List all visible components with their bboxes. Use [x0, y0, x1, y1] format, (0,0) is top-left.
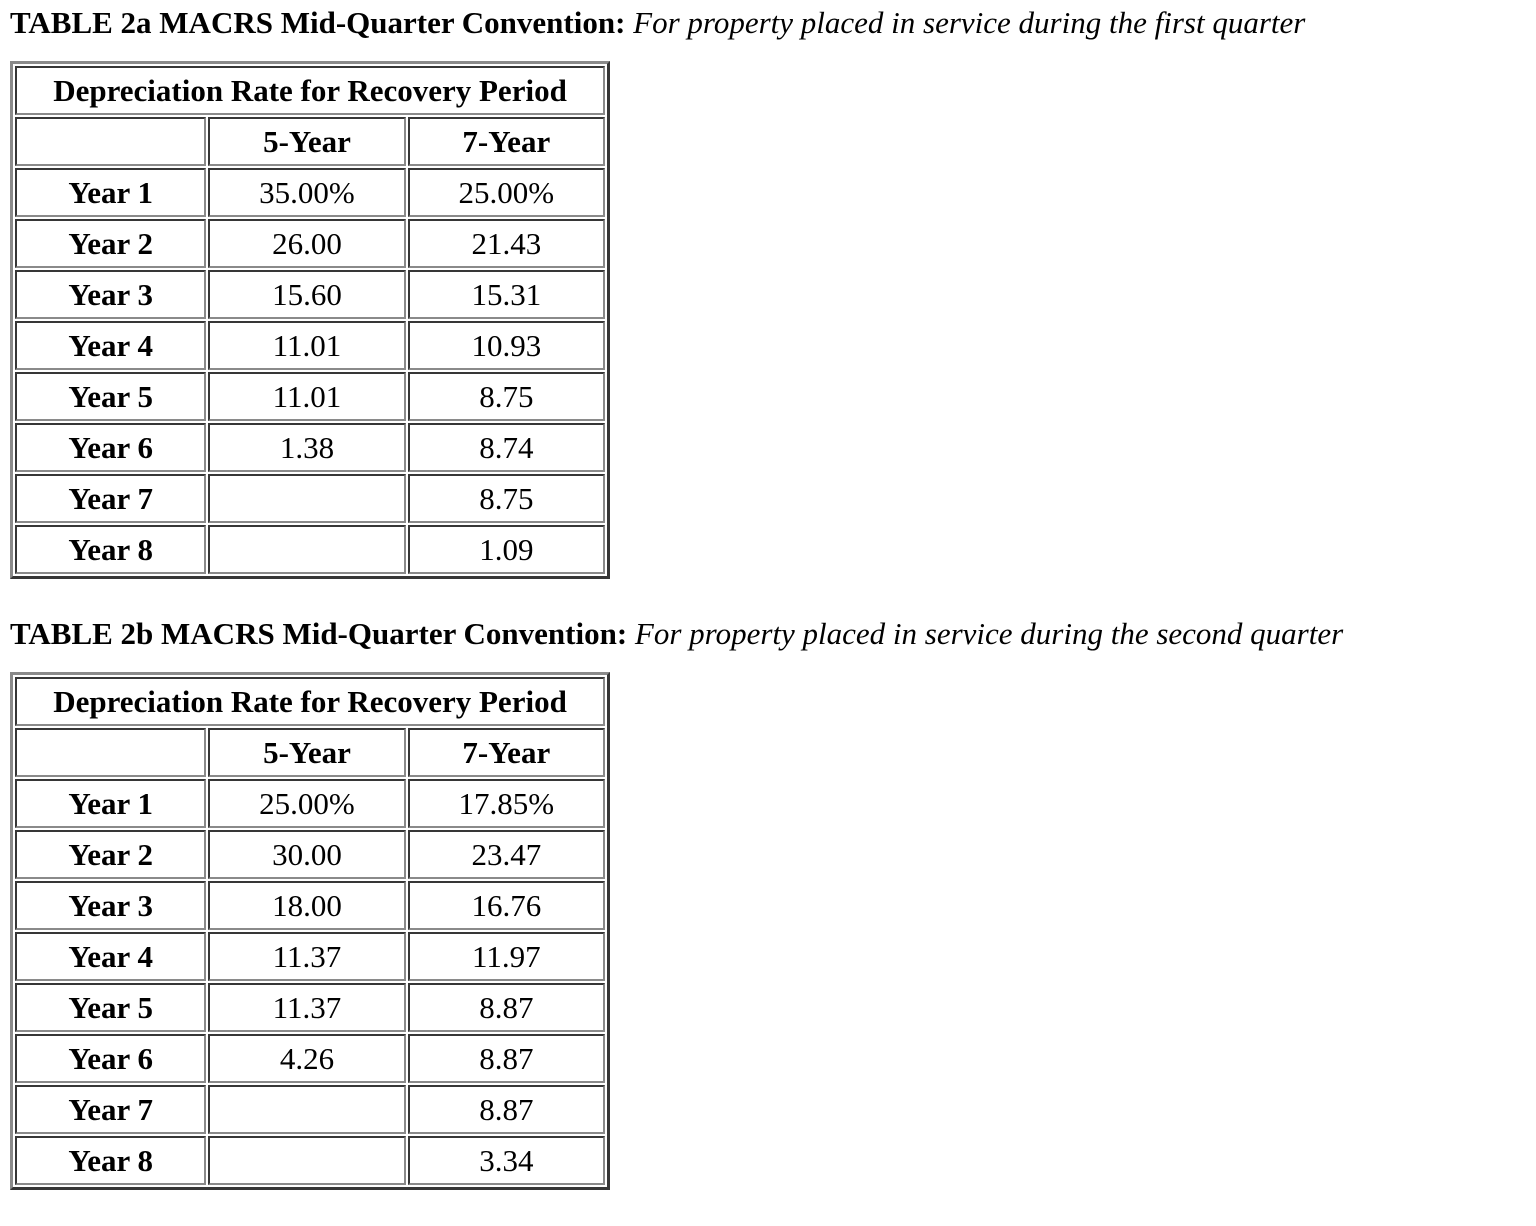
table-2a-title-row [15, 66, 605, 115]
table-2a-corner-cell [15, 117, 206, 166]
rate-5-year: 18.00 [208, 881, 405, 930]
rate-7-year: 11.97 [408, 932, 605, 981]
row-label: Year 1 [15, 779, 206, 828]
table-2b-caption-title: TABLE 2b MACRS Mid-Quarter Convention: [10, 616, 628, 651]
rate-7-year: 16.76 [408, 881, 605, 930]
table-row [15, 1085, 605, 1134]
rate-7-year: 23.47 [408, 830, 605, 879]
table-2b-title-row [15, 677, 605, 726]
rate-7-year: 8.74 [408, 423, 605, 472]
table-2a-header-5-year: 5-Year [208, 117, 405, 166]
row-label: Year 5 [15, 983, 206, 1032]
table-row [15, 983, 605, 1032]
rate-5-year: 25.00% [208, 779, 405, 828]
rate-7-year: 3.34 [408, 1136, 605, 1185]
rate-7-year: 1.09 [408, 525, 605, 574]
rate-7-year: 8.75 [408, 474, 605, 523]
rate-5-year [208, 1085, 405, 1134]
table-2b-header-7-year: 7-Year [408, 728, 605, 777]
table-2a-caption-description: For property placed in service during the first quarter [633, 5, 1306, 40]
row-label: Year 8 [15, 1136, 206, 1185]
rate-7-year: 8.87 [408, 1085, 605, 1134]
rate-5-year [208, 474, 405, 523]
rate-5-year: 11.01 [208, 372, 405, 421]
table-2a-caption [10, 3, 1305, 43]
rate-5-year: 15.60 [208, 270, 405, 319]
rate-5-year: 11.37 [208, 983, 405, 1032]
row-label: Year 6 [15, 1034, 206, 1083]
rate-7-year: 21.43 [408, 219, 605, 268]
rate-5-year [208, 525, 405, 574]
table-2b-caption-description: For property placed in service during the second quarter [634, 616, 1344, 651]
table-row [15, 372, 605, 421]
row-label: Year 4 [15, 321, 206, 370]
table-2b-column-header-row [15, 728, 605, 777]
table-row [15, 219, 605, 268]
table-row [15, 270, 605, 319]
rate-5-year [208, 1136, 405, 1185]
rate-5-year: 11.37 [208, 932, 405, 981]
rate-5-year: 35.00% [208, 168, 405, 217]
table-row [15, 168, 605, 217]
rate-7-year: 15.31 [408, 270, 605, 319]
table-2a-header-7-year: 7-Year [408, 117, 605, 166]
row-label: Year 1 [15, 168, 206, 217]
table-2b-corner-cell [15, 728, 206, 777]
table-row [15, 474, 605, 523]
table-row [15, 1034, 605, 1083]
row-label: Year 3 [15, 270, 206, 319]
table-row [15, 321, 605, 370]
rate-5-year: 1.38 [208, 423, 405, 472]
rate-7-year: 8.87 [408, 1034, 605, 1083]
row-label: Year 8 [15, 525, 206, 574]
table-row [15, 830, 605, 879]
row-label: Year 6 [15, 423, 206, 472]
rate-5-year: 30.00 [208, 830, 405, 879]
rate-5-year: 11.01 [208, 321, 405, 370]
row-label: Year 7 [15, 474, 206, 523]
row-label: Year 2 [15, 219, 206, 268]
rate-7-year: 8.75 [408, 372, 605, 421]
table-2b [10, 672, 610, 1190]
rate-7-year: 17.85% [408, 779, 605, 828]
row-label: Year 3 [15, 881, 206, 930]
row-label: Year 4 [15, 932, 206, 981]
table-row [15, 1136, 605, 1185]
table-2a-header-title: Depreciation Rate for Recovery Period [15, 66, 605, 115]
rate-7-year: 8.87 [408, 983, 605, 1032]
rate-5-year: 4.26 [208, 1034, 405, 1083]
table-row [15, 525, 605, 574]
table-2b-header-5-year: 5-Year [208, 728, 405, 777]
table-row [15, 932, 605, 981]
table-2a-column-header-row [15, 117, 605, 166]
rate-5-year: 26.00 [208, 219, 405, 268]
table-2b-caption [10, 614, 1343, 654]
table-2b-header-title: Depreciation Rate for Recovery Period [15, 677, 605, 726]
row-label: Year 7 [15, 1085, 206, 1134]
table-row [15, 423, 605, 472]
table-row [15, 779, 605, 828]
table-2a-caption-title: TABLE 2a MACRS Mid-Quarter Convention: [10, 5, 626, 40]
rate-7-year: 25.00% [408, 168, 605, 217]
row-label: Year 5 [15, 372, 206, 421]
table-2a [10, 61, 610, 579]
row-label: Year 2 [15, 830, 206, 879]
rate-7-year: 10.93 [408, 321, 605, 370]
table-row [15, 881, 605, 930]
